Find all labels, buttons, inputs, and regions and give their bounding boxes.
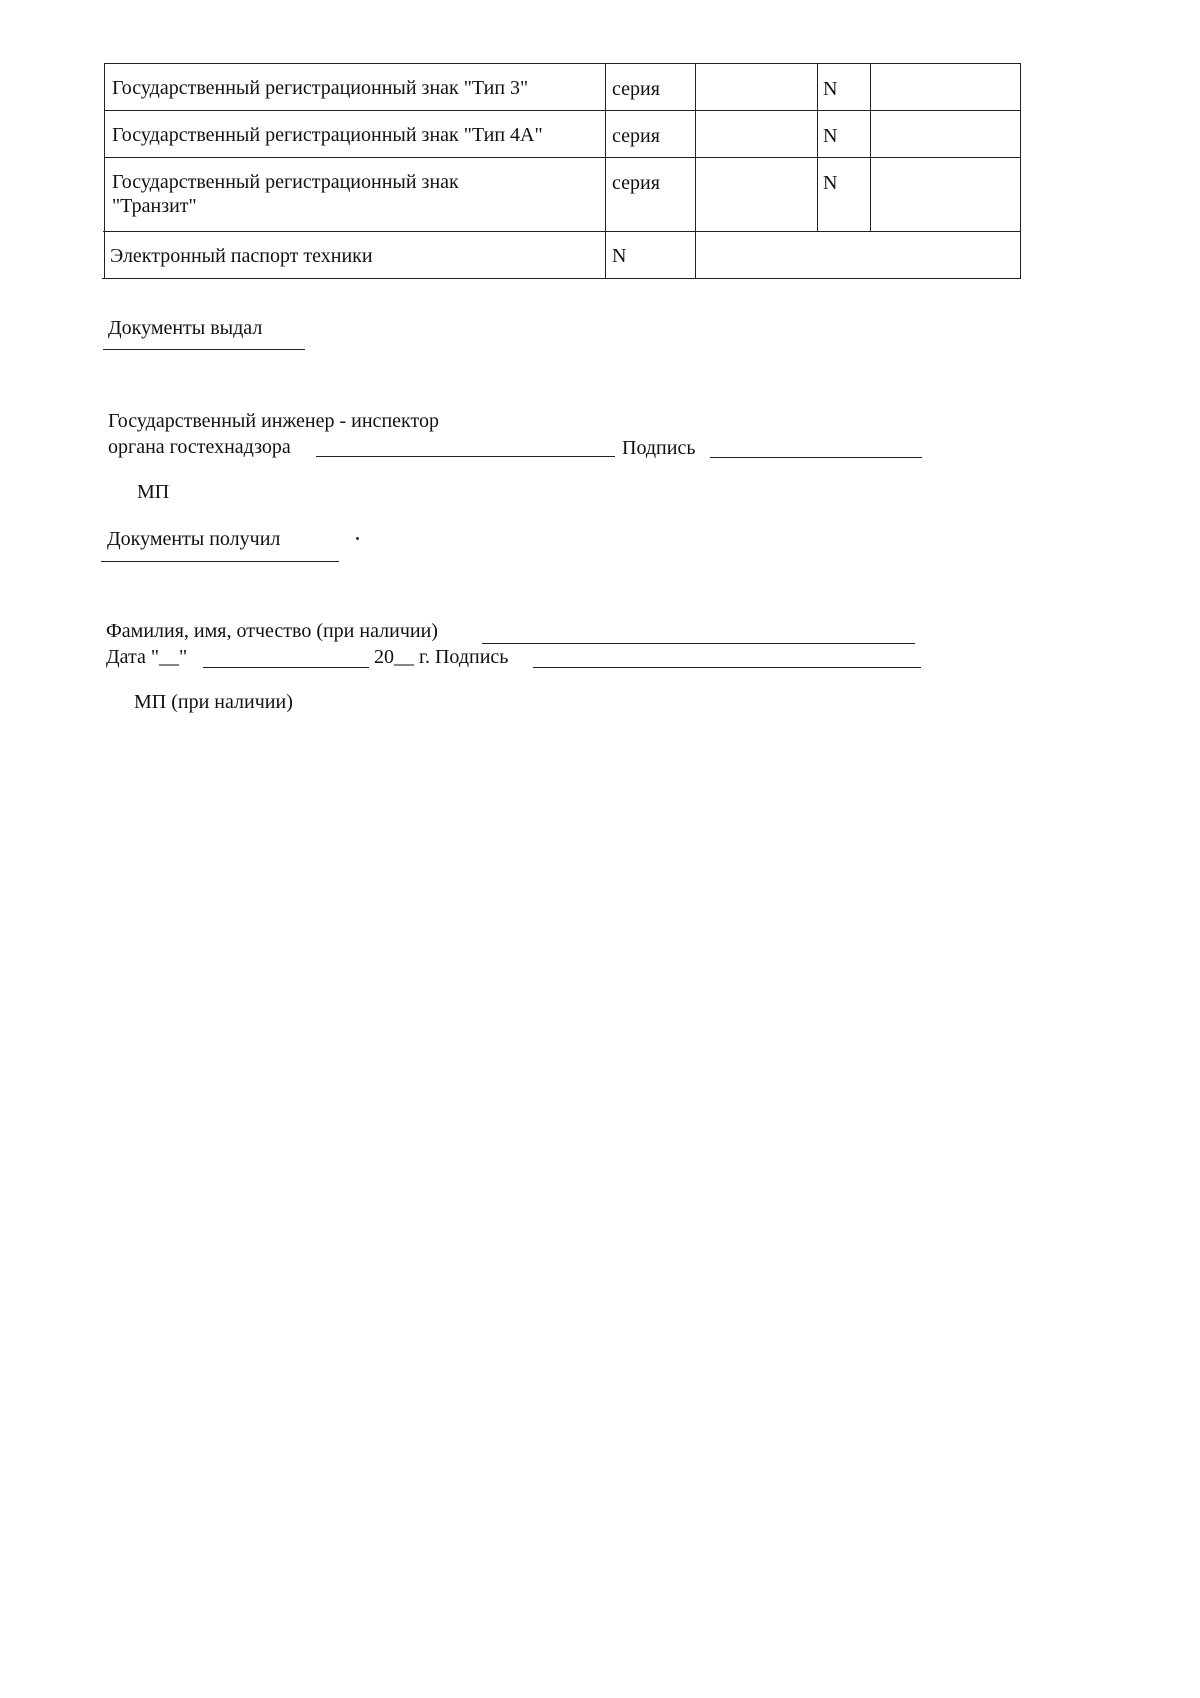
year-signature-label: 20__ г. Подпись — [374, 646, 509, 668]
stamp-label: МП — [137, 481, 170, 503]
table-row-label: Государственный регистрационный знак — [112, 171, 459, 193]
date-label: Дата "__" — [106, 646, 188, 668]
table-col-divider — [695, 63, 696, 278]
table-row-divider — [104, 157, 1021, 158]
issued-heading: Документы выдал — [108, 317, 263, 339]
recipient-signature-line — [533, 667, 921, 668]
table-top-border — [104, 63, 1021, 64]
series-label: серия — [612, 78, 660, 100]
table-row-label: Государственный регистрационный знак "Тип 3" — [112, 77, 529, 99]
fio-label: Фамилия, имя, отчество (при наличии) — [106, 620, 438, 642]
table-row-divider — [104, 110, 1021, 111]
signature-label: Подпись — [622, 437, 696, 459]
series-label: серия — [612, 172, 660, 194]
table-row-label-cont: "Транзит" — [112, 195, 197, 217]
table-left-border — [104, 63, 105, 278]
table-col-divider — [817, 63, 818, 231]
received-heading: Документы получил — [107, 528, 281, 550]
received-by-line — [101, 561, 339, 562]
number-label: N — [612, 245, 627, 267]
inspector-name-line — [316, 456, 615, 457]
table-row-label: Государственный регистрационный знак "Тип 4А" — [112, 124, 543, 146]
table-right-border — [1020, 63, 1021, 278]
table-bottom-border — [102, 278, 1021, 279]
table-row-divider — [103, 231, 1021, 232]
series-label: серия — [612, 125, 660, 147]
fio-line — [482, 643, 915, 644]
table-col-divider — [605, 63, 606, 278]
inspector-title-line1: Государственный инженер - инспектор — [108, 410, 439, 432]
table-row-label: Электронный паспорт техники — [110, 245, 373, 267]
stamp-optional-label: МП (при наличии) — [134, 691, 293, 713]
inspector-signature-line — [710, 457, 922, 458]
number-label: N — [823, 125, 838, 147]
date-month-line — [203, 667, 369, 668]
speck — [356, 537, 359, 540]
issued-by-line — [103, 349, 305, 350]
table-col-divider — [870, 63, 871, 231]
number-label: N — [823, 78, 838, 100]
inspector-title-line2: органа гостехнадзора — [108, 436, 291, 458]
number-label: N — [823, 172, 838, 194]
